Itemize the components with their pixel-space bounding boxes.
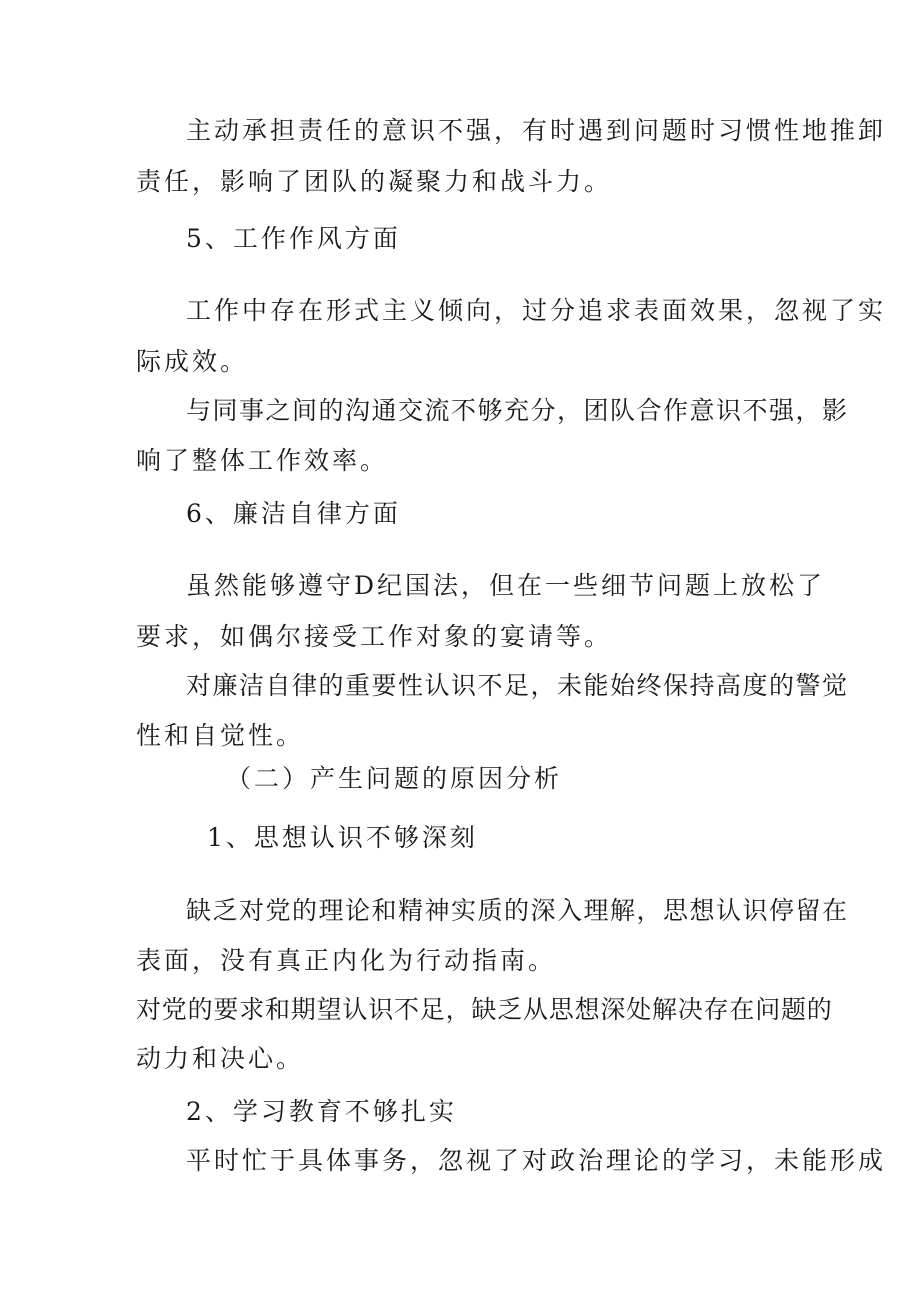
paragraph-line: 缺乏对党的理论和精神实质的深入理解，思想认识停留在 (186, 896, 849, 925)
paragraph-line: 响了整体工作效率。 (136, 446, 389, 475)
subsection-heading: （二）产生问题的原因分析 (226, 764, 563, 793)
paragraph-line: 性和自觉性。 (136, 721, 305, 750)
paragraph-line: 工作中存在形式主义倾向，过分追求表面效果，忽视了实 (186, 296, 887, 325)
paragraph-line: 动力和决心。 (136, 1044, 305, 1073)
paragraph-line: 主动承担责任的意识不强，有时遇到问题时习惯性地推卸 (186, 116, 887, 145)
paragraph-line: 与同事之间的沟通交流不够充分，团队合作意识不强，影 (186, 396, 849, 425)
section-heading-6: 6、廉洁自律方面 (186, 499, 401, 528)
section-heading-5: 5、工作作风方面 (186, 224, 401, 253)
paragraph-line: 平时忙于具体事务，忽视了对政治理论的学习，未能形成 (186, 1146, 887, 1175)
paragraph-line: 对党的要求和期望认识不足，缺乏从思想深处解决存在问题的 (136, 995, 833, 1024)
paragraph-line: 对廉洁自律的重要性认识不足，未能始终保持高度的警觉 (186, 671, 849, 700)
cause-heading-2: 2、学习教育不够扎实 (186, 1097, 457, 1126)
paragraph-line: 表面，没有真正内化为行动指南。 (136, 946, 557, 975)
cause-heading-1: 1、思想认识不够深刻 (207, 823, 478, 852)
paragraph-line: 责任，影响了团队的凝聚力和战斗力。 (136, 167, 613, 196)
paragraph-line: 要求，如偶尔接受工作对象的宴请等。 (136, 622, 613, 651)
paragraph-line: 虽然能够遵守D纪国法，但在一些细节问题上放松了 (186, 571, 826, 600)
paragraph-line: 际成效。 (136, 347, 249, 376)
